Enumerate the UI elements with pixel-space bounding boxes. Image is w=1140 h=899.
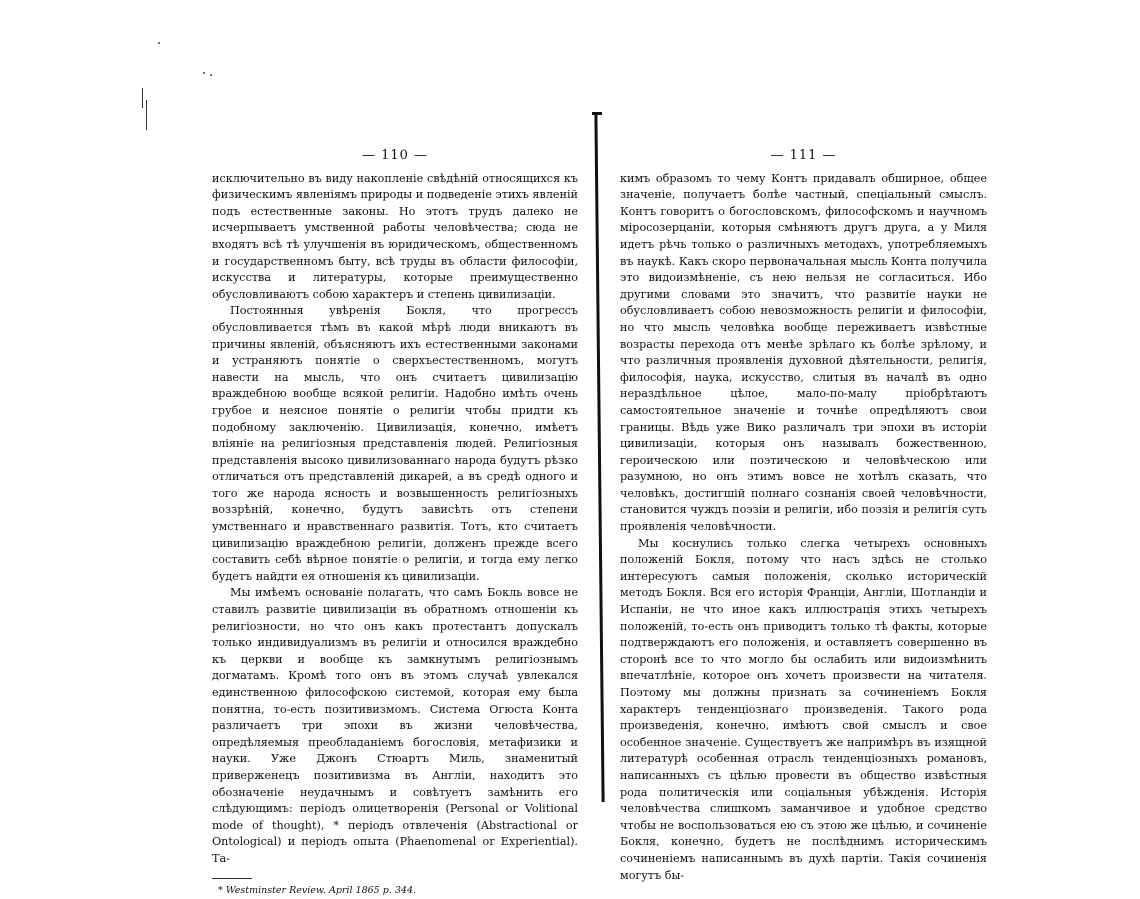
footnote: * Westminster Review. April 1865 p. 344.	[218, 884, 417, 896]
footnote-rule	[212, 878, 252, 879]
page-number: — 110 —	[361, 148, 429, 163]
paragraph: Мы коснулись только слегка четырехъ основныхъ положеній Бокля, потому что насъ здѣсь не столько интересуютъ самыя положенія, сколько историческій методъ Бокля. Вся его исторія Франціи, Англіи, Шотландіи и Испаніи, не что иное какъ иллюстрація этихъ четырехъ положеній, то-есть онъ приводитъ только тѣ факты, которые подтверждаютъ его положенія, и оставляетъ совершенно въ сторонѣ все то что могло бы ослабить или видоизмѣнить впечатлѣніе, которое онъ хочетъ произвести на читателя. Поэтому мы должны признать за сочиненіемъ Бокля характеръ тенденціознаго произведенія. Такого рода произведенія, конечно, имѣютъ свой смыслъ и свое особенное значеніе. Существуетъ же напримѣръ въ изящной литературѣ особенная отрасль тенденціозныхъ романовъ, написанныхъ съ цѣлью провести въ общество извѣстныя рода политическія или соціальныя убѣжденія. Исторія человѣчества слишкомъ заманчивое и удобное средство чтобы не воспользоваться ею съ этою же цѣлью, и сочиненіе Бокля, конечно, будетъ не послѣднимъ историческимъ сочиненіемъ написаннымъ въ духѣ партіи. Такія сочиненія могутъ бы-	[620, 536, 987, 882]
left-page	[212, 148, 578, 899]
scan-speck	[158, 42, 160, 44]
scan-speck	[210, 74, 212, 76]
right-page	[620, 148, 987, 884]
book-spine	[594, 112, 604, 802]
paragraph: исключительно въ виду накопленіе свѣдѣній относящихся къ физическимъ явленіямъ природы и подведеніе этихъ явленій подъ естественные законы. Но этотъ трудъ далеко не исчерпываетъ умственной работы человѣчества; сюда не входятъ всѣ тѣ улучшенія въ юридическомъ, общественномъ и государственномъ быту, всѣ труды въ области философіи, искусства и литературы, которые преимущественно обусловливаютъ собою характеръ и степень цивилизаціи.	[212, 171, 578, 301]
paragraph: кимъ образомъ то чему Контъ придавалъ обширное, общее значеніе, получаетъ болѣе частный, спеціальный смыслъ. Контъ говоритъ о богословскомъ, философскомъ и научномъ міросозерцаніи, которыя смѣняютъ другъ друга, а у Миля идетъ рѣчь только о различныхъ методахъ, употребляемыхъ въ наукѣ. Какъ скоро первоначальная мысль Конта получила это видоизмѣненіе, съ нею нельзя не согласиться. Ибо другими словами это значитъ, что развитіе науки не обусловливаетъ собою невозможность религіи и философіи, но что мысль человѣка вообще переживаетъ извѣстные возрасты перехода отъ менѣе зрѣлаго къ болѣе зрѣлому, и что различныя проявленія духовной дѣятельности, религія, философія, наука, искусство, слитыя въ началѣ въ одно нераздѣльное цѣлое, мало-по-малу пріобрѣтаютъ самостоятельное значеніе и точнѣе опредѣляютъ свои границы. Вѣдь уже Вико различалъ три эпохи въ исторіи цивилизаціи, которыя онъ называлъ божественною, героическою или поэтическою и человѣческою или разумною, но онъ этимъ вовсе не хотѣлъ сказать, что человѣкъ, достигшій полнаго сознанія своей человѣчности, становится чуждъ поэзіи и религіи, ибо поэзія и религія суть проявленія человѣчности.	[620, 171, 987, 534]
scan-margin-mark	[146, 100, 147, 130]
page-number: — 111 —	[770, 148, 837, 163]
scan-margin-mark	[142, 88, 143, 108]
paragraph: Постоянныя увѣренія Бокля, что прогрессъ обусловливается тѣмъ въ какой мѣрѣ люди вникаютъ въ причины явленій, объясняютъ ихъ естественными законами и устраняютъ понятіе о сверхъестественномъ, могутъ навести на мысль, что онъ считаетъ цивилизацію враждебною вообще всякой религіи. Надобно имѣть очень грубое и неясное понятіе о религіи чтобы придти къ подобному заключенію. Цивилизація, конечно, имѣетъ вліяніе на религіозныя представленія людей. Религіозныя представленія высоко цивилизованнаго народа будутъ рѣзко отличаться отъ представленій дикарей, а въ средѣ одного и того же народа ясность и возвышенность религіозныхъ воззрѣній, конечно, будутъ зависѣть отъ степени умственнаго и нравственнаго развитія. Тотъ, кто считаетъ цивилизацію враждебною религіи, долженъ прежде всего составить себѣ вѣрное понятіе о религіи, и тогда ему легко будетъ найдти ея отношенія къ цивилизаціи.	[212, 304, 578, 583]
scan-speck	[203, 72, 205, 74]
paragraph: Мы имѣемъ основаніе полагать, что самъ Бокль вовсе не ставилъ развитіе цивилизаціи въ обратномъ отношеніи къ религіозности, но что онъ какъ протестантъ допускалъ только индивидуализмъ въ религіи и относился враждебно къ церкви и вообще къ замкнутымъ религіознымъ догматамъ. Кромѣ того онъ въ этомъ случаѣ увлекался единственною философскою системой, которая ему была понятна, то-есть позитивизмомъ. Система Огюста Конта различаетъ три эпохи въ жизни человѣчества, опредѣляемыя преобладаніемъ богословія, метафизики и науки. Уже Джонъ Стюартъ Миль, знаменитый приверженецъ позитивизма въ Англіи, находитъ это обозначеніе неудачнымъ и совѣтуетъ замѣнить его слѣдующимъ: періодъ олицетворенія (Personal or Volitional mode of thought), * періодъ отвлеченія (Abstractional or Ontological) и періодъ опыта (Phaenomenal or Experiential). Та-	[212, 586, 578, 865]
